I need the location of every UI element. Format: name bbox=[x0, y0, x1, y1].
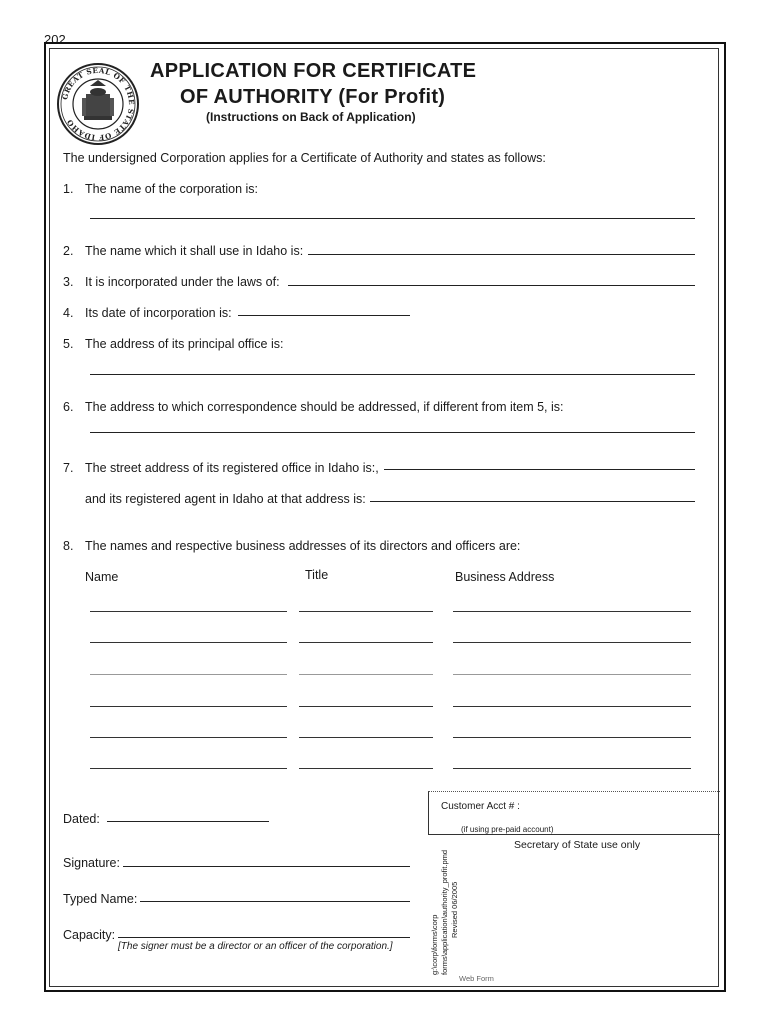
corporation-name-field[interactable] bbox=[90, 218, 695, 219]
director-name-field[interactable] bbox=[90, 642, 287, 643]
signature-field[interactable] bbox=[123, 866, 410, 867]
director-title-field[interactable] bbox=[299, 706, 433, 707]
web-form-label: Web Form bbox=[459, 974, 494, 983]
director-name-field[interactable] bbox=[90, 737, 287, 738]
file-path-line-2: forms\application\authority_profit.pmd bbox=[440, 849, 449, 975]
title-line-1: APPLICATION FOR CERTIFICATE bbox=[150, 60, 477, 82]
item-2-number: 2. bbox=[63, 244, 74, 258]
director-name-field[interactable] bbox=[90, 674, 287, 675]
signer-note: [The signer must be a director or an officer of the corporation.] bbox=[118, 941, 393, 952]
item-1-label: The name of the corporation is: bbox=[85, 182, 259, 196]
signature-label: Signature: bbox=[63, 856, 120, 870]
idaho-name-field[interactable] bbox=[308, 254, 695, 255]
registered-agent-field[interactable] bbox=[370, 501, 695, 502]
prepaid-note: (if using pre-paid account) bbox=[461, 825, 554, 834]
director-title-field[interactable] bbox=[299, 768, 433, 769]
director-name-field[interactable] bbox=[90, 768, 287, 769]
director-address-field[interactable] bbox=[453, 737, 691, 738]
dated-field[interactable] bbox=[107, 821, 269, 822]
item-7-label: The street address of its registered office in Idaho is:, bbox=[85, 461, 379, 475]
title-line-2: OF AUTHORITY (For Profit) bbox=[180, 86, 446, 108]
file-path-line-3: Revised 06/2005 bbox=[450, 881, 459, 938]
director-address-field[interactable] bbox=[453, 611, 691, 612]
item-6-label: The address to which correspondence should be addressed, if different from item 5, is: bbox=[85, 400, 564, 414]
item-4-number: 4. bbox=[63, 306, 74, 320]
instructions-note: (Instructions on Back of Application) bbox=[206, 110, 416, 124]
incorporation-laws-field[interactable] bbox=[288, 285, 695, 286]
intro-text: The undersigned Corporation applies for a Certificate of Authority and states as follows: bbox=[63, 151, 546, 165]
item-1-number: 1. bbox=[63, 182, 74, 196]
item-8-number: 8. bbox=[63, 539, 74, 553]
typed-name-field[interactable] bbox=[140, 901, 410, 902]
director-name-field[interactable] bbox=[90, 706, 287, 707]
director-name-field[interactable] bbox=[90, 611, 287, 612]
item-6-number: 6. bbox=[63, 400, 74, 414]
column-header-name: Name bbox=[85, 570, 119, 584]
item-3-label: It is incorporated under the laws of: bbox=[85, 275, 280, 289]
customer-acct-label: Customer Acct # : bbox=[441, 801, 520, 812]
principal-office-field[interactable] bbox=[90, 374, 695, 375]
director-title-field[interactable] bbox=[299, 737, 433, 738]
file-path-line-1: g:\corp\forms\corp bbox=[430, 914, 439, 975]
director-title-field[interactable] bbox=[299, 642, 433, 643]
registered-office-field[interactable] bbox=[384, 469, 695, 470]
director-title-field[interactable] bbox=[299, 611, 433, 612]
director-title-field[interactable] bbox=[299, 674, 433, 675]
typed-name-label: Typed Name: bbox=[63, 892, 138, 906]
column-header-address: Business Address bbox=[455, 570, 555, 584]
incorporation-date-field[interactable] bbox=[238, 315, 410, 316]
director-address-field[interactable] bbox=[453, 642, 691, 643]
item-3-number: 3. bbox=[63, 275, 74, 289]
capacity-field[interactable] bbox=[118, 937, 410, 938]
director-address-field[interactable] bbox=[453, 706, 691, 707]
director-address-field[interactable] bbox=[453, 768, 691, 769]
correspondence-address-field[interactable] bbox=[90, 432, 695, 433]
item-5-number: 5. bbox=[63, 337, 74, 351]
capacity-label: Capacity: bbox=[63, 928, 116, 942]
item-4-label: Its date of incorporation is: bbox=[85, 306, 232, 320]
item-5-label: The address of its principal office is: bbox=[85, 337, 284, 351]
dated-label: Dated: bbox=[63, 812, 100, 826]
item-7-number: 7. bbox=[63, 461, 74, 475]
director-address-field[interactable] bbox=[453, 674, 691, 675]
idaho-seal bbox=[56, 62, 140, 146]
form-number: 202 bbox=[44, 32, 66, 47]
sos-use-label: Secretary of State use only bbox=[514, 839, 641, 851]
item-2-label: The name which it shall use in Idaho is: bbox=[85, 244, 304, 258]
seal-text: GREAT SEAL OF THE STATE OF IDAHO bbox=[60, 65, 137, 143]
column-header-title: Title bbox=[305, 568, 329, 582]
item-8-label: The names and respective business addresses of its directors and officers are: bbox=[85, 539, 521, 553]
item-7b-label: and its registered agent in Idaho at that address is: bbox=[85, 492, 366, 506]
